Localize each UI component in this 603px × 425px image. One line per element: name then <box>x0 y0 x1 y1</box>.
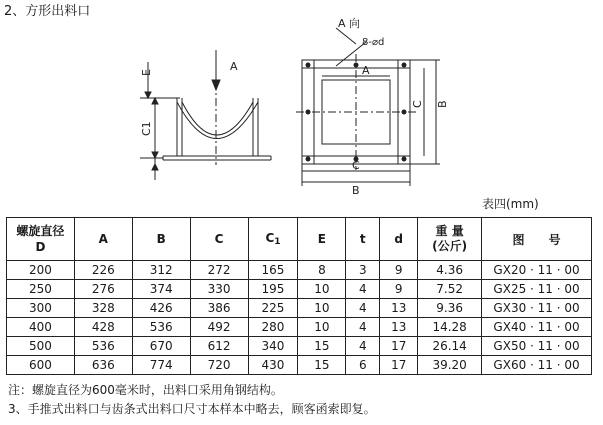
table-row <box>7 337 592 356</box>
table-cell: 250 <box>7 280 75 299</box>
table-cell: GX30 · 11 · 00 <box>482 299 592 318</box>
header-weight-line1: 重 量 <box>435 224 464 238</box>
table-row <box>7 318 592 337</box>
header-row <box>7 218 592 261</box>
header-c: C <box>190 218 248 261</box>
outlet-drawing <box>0 0 603 200</box>
table-cell: 720 <box>190 356 248 375</box>
label-direction: A 向 <box>338 17 361 30</box>
dim-c1-extend-arrow <box>152 164 158 170</box>
header-c1-sub: 1 <box>274 237 281 247</box>
table-cell: 7.52 <box>418 280 482 299</box>
side-view <box>140 50 271 180</box>
table-cell: 340 <box>248 337 298 356</box>
table-cell: 15 <box>298 356 346 375</box>
header-weight <box>418 218 482 261</box>
table-cell: 14.28 <box>418 318 482 337</box>
trough-curve-inner <box>182 102 253 135</box>
table-cell: 9 <box>380 261 418 280</box>
dim-c1-arrow-top <box>152 98 158 104</box>
table-cell: 636 <box>74 356 132 375</box>
header-t: t <box>346 218 380 261</box>
label-dim-c-side: C <box>411 100 424 108</box>
dim-e-arrow <box>145 92 151 98</box>
label-dim-b: B <box>352 184 360 197</box>
label-c1: C1 <box>140 121 153 136</box>
table-cell: 536 <box>132 318 190 337</box>
table-cell: 500 <box>7 337 75 356</box>
table-cell: 9.36 <box>418 299 482 318</box>
bolt-hole <box>354 63 359 68</box>
table-row <box>7 299 592 318</box>
table-cell: 312 <box>132 261 190 280</box>
table-cell: 670 <box>132 337 190 356</box>
header-c1 <box>248 218 298 261</box>
header-diameter-line2: D <box>35 240 46 254</box>
bolt-hole <box>402 157 407 162</box>
table-cell: 17 <box>380 337 418 356</box>
header-a: A <box>74 218 132 261</box>
label-holes: 8-⌀d <box>362 37 385 48</box>
header-b: B <box>132 218 190 261</box>
table-cell: GX60 · 11 · 00 <box>482 356 592 375</box>
table-cell: 430 <box>248 356 298 375</box>
table-cell: 300 <box>7 299 75 318</box>
table-cell: 195 <box>248 280 298 299</box>
table-cell: 10 <box>298 280 346 299</box>
table-cell: 10 <box>298 299 346 318</box>
table-cell: 374 <box>132 280 190 299</box>
table-cell: GX25 · 11 · 00 <box>482 280 592 299</box>
section-title: 2、方形出料口 <box>4 4 91 19</box>
table-cell: 400 <box>7 318 75 337</box>
table-row <box>7 280 592 299</box>
table-cell: 15 <box>298 337 346 356</box>
table-cell: 774 <box>132 356 190 375</box>
bolt-hole <box>402 63 407 68</box>
table-cell: 6 <box>346 356 380 375</box>
table-cell: 9 <box>380 280 418 299</box>
table-cell: 4 <box>346 280 380 299</box>
table-cell: 13 <box>380 318 418 337</box>
label-arrow-a: A <box>230 60 238 73</box>
bolt-hole <box>402 110 407 115</box>
leader-direction <box>336 28 356 44</box>
table-cell: 428 <box>74 318 132 337</box>
table-cell: 328 <box>74 299 132 318</box>
table-cell: 330 <box>190 280 248 299</box>
header-weight-line2: (公斤) <box>432 239 468 253</box>
table-cell: 13 <box>380 299 418 318</box>
table-cell: 386 <box>190 299 248 318</box>
dim-c1-arrow-bottom <box>152 152 158 158</box>
table-cell: 4 <box>346 318 380 337</box>
table-cell: 276 <box>74 280 132 299</box>
label-dim-b-side: B <box>436 100 449 108</box>
header-e: E <box>298 218 346 261</box>
note-section-3: 3、手推式出料口与齿条式出料口尺寸本样本中略去，顾客函索即复。 <box>8 402 376 416</box>
table-cell: 536 <box>74 337 132 356</box>
table-cell: GX20 · 11 · 00 <box>482 261 592 280</box>
header-d: d <box>380 218 418 261</box>
table-cell: 4 <box>346 337 380 356</box>
bolt-hole <box>306 157 311 162</box>
table-cell: 225 <box>248 299 298 318</box>
table-cell: 280 <box>248 318 298 337</box>
label-dim-a: A <box>362 64 370 77</box>
table-cell: 26.14 <box>418 337 482 356</box>
table-cell: 3 <box>346 261 380 280</box>
table-cell: 4.36 <box>418 261 482 280</box>
table-row <box>7 356 592 375</box>
table-cell: 600 <box>7 356 75 375</box>
label-dim-c: C <box>352 159 360 172</box>
table-cell: 8 <box>298 261 346 280</box>
header-c1-main: C <box>265 231 275 245</box>
header-drawing-no: 图号 <box>482 218 592 261</box>
table-cell: 200 <box>7 261 75 280</box>
trough-curve <box>177 102 258 139</box>
table-cell: 426 <box>132 299 190 318</box>
arrow-a-head <box>212 80 220 90</box>
label-e: E <box>140 69 153 76</box>
table-cell: 226 <box>74 261 132 280</box>
table-cell: GX40 · 11 · 00 <box>482 318 592 337</box>
bolt-hole <box>306 63 311 68</box>
table-cell: 165 <box>248 261 298 280</box>
table-row <box>7 261 592 280</box>
table-cell: GX50 · 11 · 00 <box>482 337 592 356</box>
header-diameter-line1: 螺旋直径 <box>16 224 65 238</box>
table-cell: 492 <box>190 318 248 337</box>
dimension-table <box>6 217 592 375</box>
table-cell: 17 <box>380 356 418 375</box>
table-cell: 10 <box>298 318 346 337</box>
note-600mm-angle-steel: 注：螺旋直径为600毫米时，出料口采用角钢结构。 <box>8 383 283 397</box>
header-diameter <box>7 218 75 261</box>
table-cell: 612 <box>190 337 248 356</box>
bolt-hole <box>306 110 311 115</box>
table-caption: 表四(mm) <box>482 197 539 211</box>
table-cell: 272 <box>190 261 248 280</box>
table-cell: 4 <box>346 299 380 318</box>
table-cell: 39.20 <box>418 356 482 375</box>
